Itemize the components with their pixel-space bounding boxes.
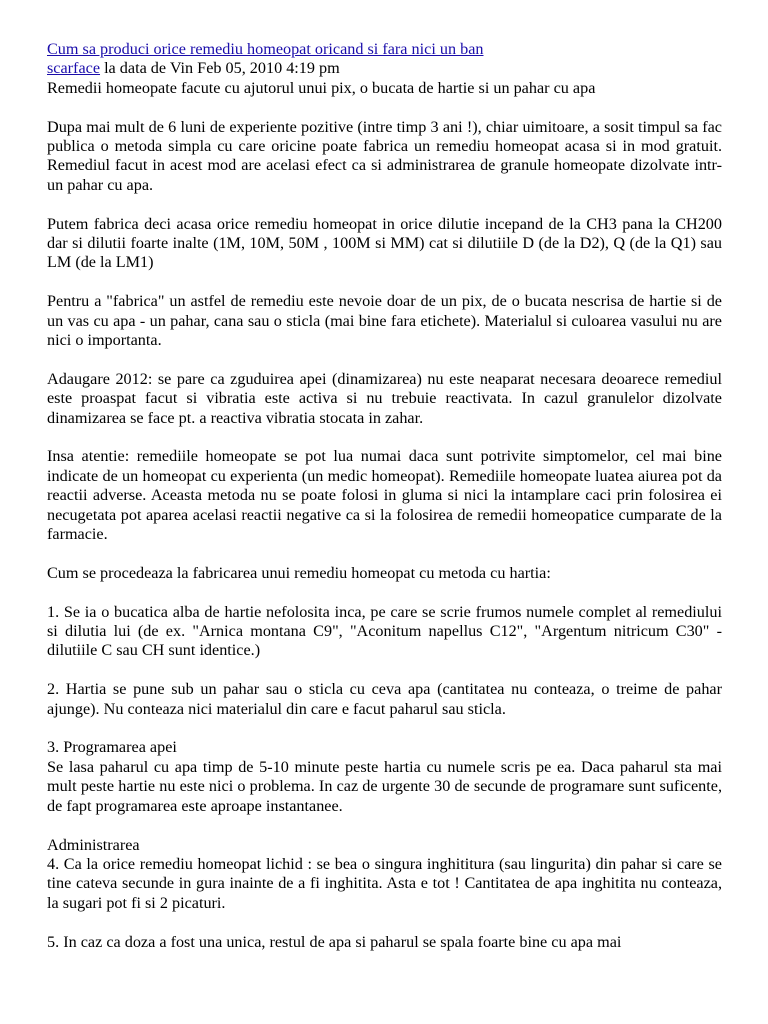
author-link[interactable]: scarface [47,59,101,78]
post-title-line [47,40,722,59]
administration-heading: Administrarea [47,835,140,854]
step-4: 4. Ca la orice remediu homeopat lichid : se bea o singura inghititura (sau lingurita) din pahar si care se tine cateva secunde in gura inainte de a fi inghitita. Asta e tot ! Cantitatea de apa inghitita nu conteaza, la sugari pot fi si 2 picaturi. [47,854,722,912]
step-3-text: Se lasa paharul cu apa timp de 5-10 minute peste hartia cu numele scris pe ea. Daca paharul sta mai mult peste hartie nu este nici o problema. In caz de urgente 30 de secunde de programare sunt suficente, de fapt programarea este aproape instantanee. [47,757,722,815]
administration-section [47,836,722,914]
step-5: 5. In caz ca doza a fost una unica, restul de apa si paharul se spala foarte bine cu apa mai [47,932,622,951]
step-3-heading: 3. Programarea apei [47,738,177,757]
post-title-link[interactable]: Cum sa produci orice remediu homeopat oricand si fara nici un ban [47,40,484,58]
step-2: 2. Hartia se pune sub un pahar sau o sticla cu ceva apa (cantitatea nu conteaza, o treime de pahar ajunge). Nu conteaza nici materialul din care e facut paharul sau sticla. [47,680,722,718]
step-1: 1. Se ia o bucatica alba de hartie nefolosita inca, pe care se scrie frumos numele complet al remediului si dilutia lui (de ex. "Arnica montana C9", "Aconitum napellus C12", "Argentum nitricum C30" - dilutiile C sau CH sunt identice.) [47,602,722,660]
paragraph-experience: Dupa mai mult de 6 luni de experiente pozitive (intre timp 3 ani !), chiar uimitoare, a sosit timpul sa fac publica o metoda simpla cu care oricine poate fabrica un remediu homeopat acasa si in mod gratuit. Remediul facut in acest mod are acelasi efect ca si administrarea de granule homeopate dizolvate intr-un pahar cu apa. [47,117,722,194]
step-3 [47,738,722,816]
post-meta-line [47,59,722,78]
paragraph-warning: Insa atentie: remediile homeopate se pot lua numai daca sunt potrivite simptomelor, cel mai bine indicate de un homeopat cu experienta (un medic homeopat). Remediile homeopate luatea aiurea pot da reactii adverse. Aceasta metoda nu se poate folosi in gluma si nici la intamplare caci prin folosirea ei necugetata pot aparea acelasi reactii negative ca si la folosirea de remedii homeopatice cumparate de la farmacie. [47,447,722,544]
paragraph-addition-2012: Adaugare 2012: se pare ca zguduirea apei (dinamizarea) nu este neaparat necesara deoarece remediul este proaspat facut si vibratia este activa si nu trebuie reactivata. In cazul granulelor dizolvate dinamizarea se face pt. a reactiva vibratia stocata in zahar. [47,369,722,427]
paragraph-procedure-intro: Cum se procedeaza la fabricarea unui remediu homeopat cu metoda cu hartia: [47,563,551,582]
paragraph-materials: Pentru a "fabrica" un astfel de remediu este nevoie doar de un pix, de o bucata nescrisa de hartie si de un vas cu apa - un pahar, cana sau o sticla (mai bine fara etichete). Materialul si culoarea vasului nu are nici o importanta. [47,292,722,350]
intro-paragraph: Remedii homeopate facute cu ajutorul unui pix, o bucata de hartie si un pahar cu apa [47,78,596,97]
paragraph-dilutions: Putem fabrica deci acasa orice remediu homeopat in orice dilutie incepand de la CH3 pana la CH200 dar si dilutii foarte inalte (1M, 10M, 50M , 100M si MM) cat si dilutiile D (de la D2), Q (de la Q1) sau LM (de la LM1) [47,214,722,272]
post-date: la data de Vin Feb 05, 2010 4:19 pm [100,59,340,78]
